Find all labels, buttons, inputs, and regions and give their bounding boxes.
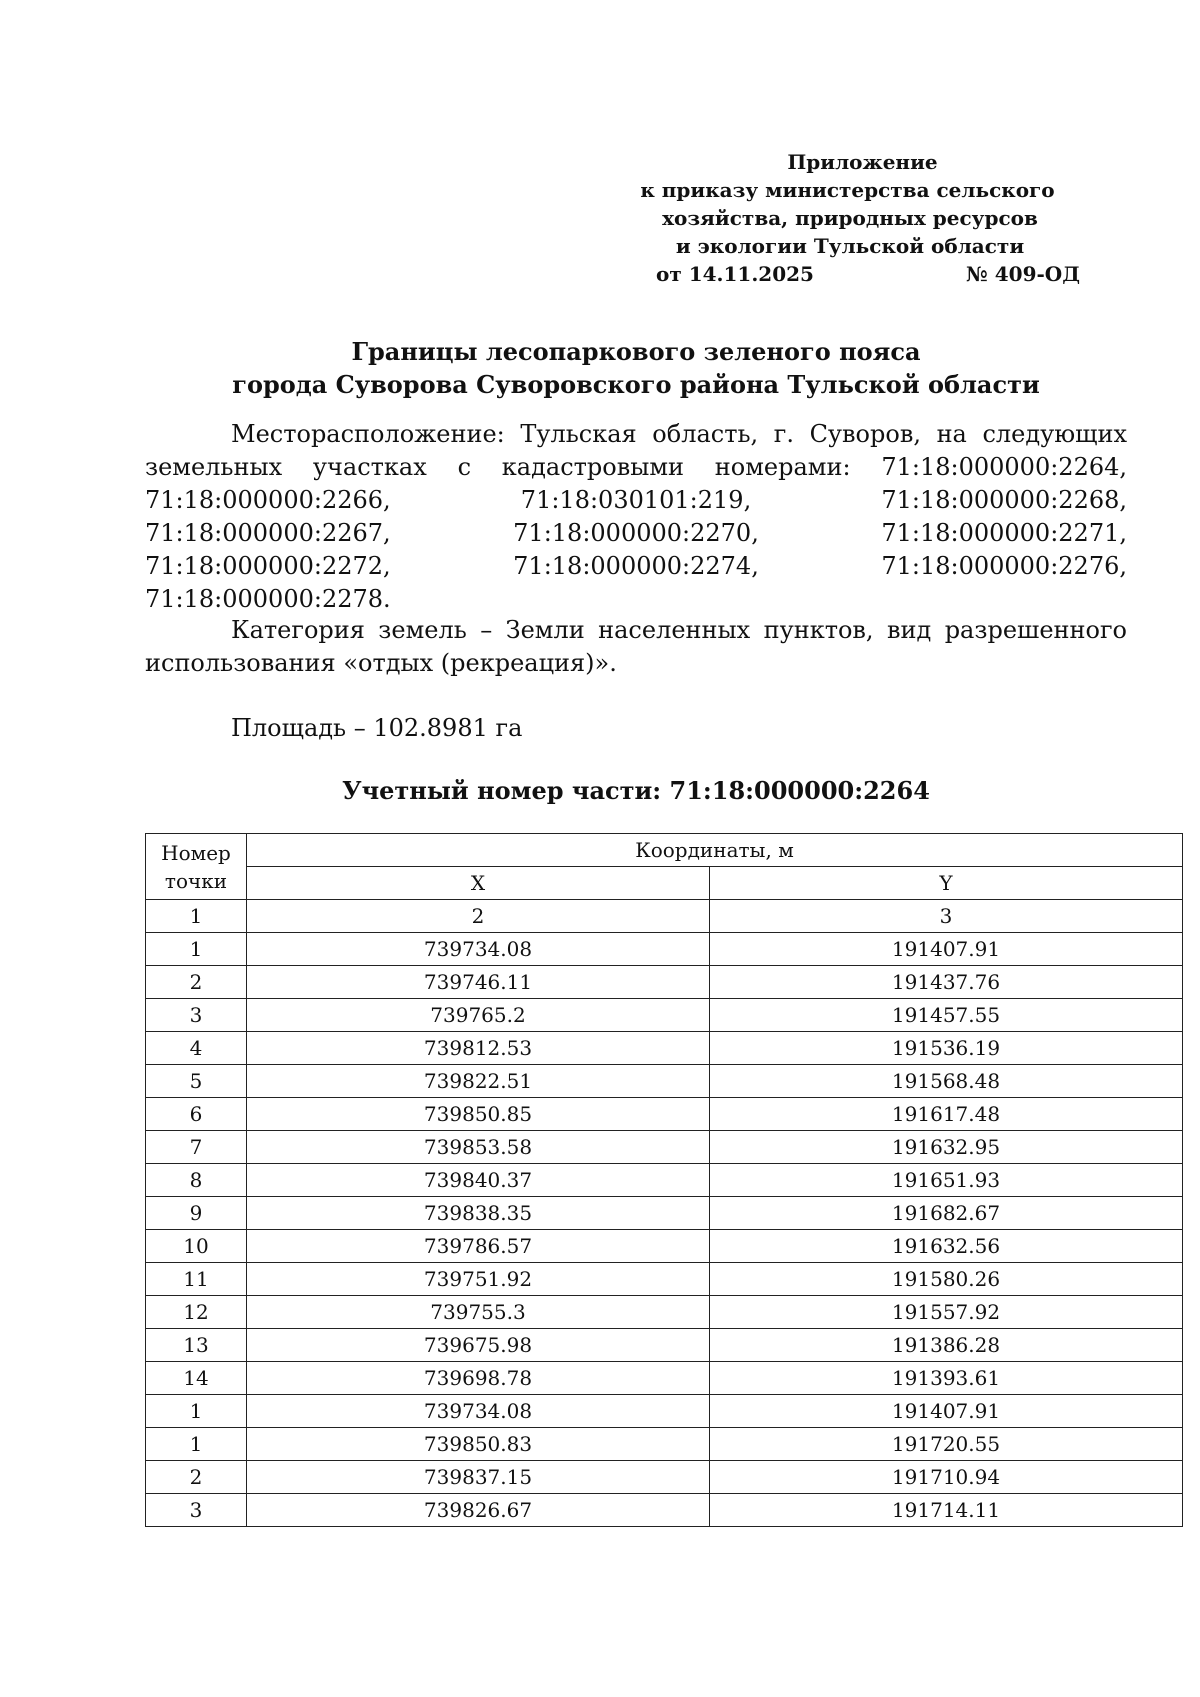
table-row: [146, 933, 1183, 966]
x-coordinate-cell: 739786.57: [247, 1230, 710, 1263]
y-coordinate-cell: 191580.26: [710, 1263, 1183, 1296]
x-coordinate-cell: 739822.51: [247, 1065, 710, 1098]
section-subtitle: Учетный номер части: 71:18:000000:2264: [342, 776, 930, 805]
point-number-cell: 1: [146, 1395, 247, 1428]
point-number-cell: 3: [146, 999, 247, 1032]
point-number-cell: 2: [146, 1461, 247, 1494]
x-coordinate-cell: 739837.15: [247, 1461, 710, 1494]
point-number-cell: 6: [146, 1098, 247, 1131]
order-number: № 409-ОД: [966, 262, 1080, 286]
point-number-cell: 5: [146, 1065, 247, 1098]
title-line-1: Границы лесопаркового зеленого пояса: [351, 337, 921, 366]
table-row: [146, 1428, 1183, 1461]
x-coordinate-cell: 739734.08: [247, 1395, 710, 1428]
x-coordinate-cell: 739746.11: [247, 966, 710, 999]
header-point-number: Номер точки: [146, 834, 247, 900]
x-coordinate-cell: 739751.92: [247, 1263, 710, 1296]
x-coordinate-cell: 739826.67: [247, 1494, 710, 1527]
index-cell: 2: [247, 900, 710, 933]
table-row: [146, 1065, 1183, 1098]
x-coordinate-cell: 739812.53: [247, 1032, 710, 1065]
point-number-cell: 4: [146, 1032, 247, 1065]
x-coordinate-cell: 739853.58: [247, 1131, 710, 1164]
point-number-cell: 11: [146, 1263, 247, 1296]
point-number-cell: 10: [146, 1230, 247, 1263]
header-y: Y: [710, 867, 1183, 900]
y-coordinate-cell: 191393.61: [710, 1362, 1183, 1395]
header-coordinates: Координаты, м: [247, 834, 1183, 867]
table-row: [146, 1329, 1183, 1362]
point-number-cell: 8: [146, 1164, 247, 1197]
table-row: [146, 1395, 1183, 1428]
y-coordinate-cell: 191682.67: [710, 1197, 1183, 1230]
index-cell: 1: [146, 900, 247, 933]
x-coordinate-cell: 739698.78: [247, 1362, 710, 1395]
y-coordinate-cell: 191437.76: [710, 966, 1183, 999]
table-row: [146, 1131, 1183, 1164]
appendix-date-row: [656, 260, 1080, 288]
x-coordinate-cell: 739734.08: [247, 933, 710, 966]
title-line-2: города Суворова Суворовского района Тульской области: [232, 370, 1040, 399]
table-row: [146, 1461, 1183, 1494]
location-paragraph: Месторасположение: Тульская область, г. Суворов, на следующих земельных участках с кадастровыми номерами: 71:18:000000:2264, 71:18:000000:2266, 71:18:030101:219, 71:18:000000:2268, 71:18:000000:2267, 71:18:000000:2270, 71:18:000000:2271, 71:18:000000:2272, 71:18:000000:2274, 71:18:000000:2276, 71:18:000000:2278.: [145, 420, 1127, 613]
y-coordinate-cell: 191386.28: [710, 1329, 1183, 1362]
x-coordinate-cell: 739850.83: [247, 1428, 710, 1461]
appendix-header: [640, 148, 1080, 288]
header-x: X: [247, 867, 710, 900]
point-number-cell: 1: [146, 933, 247, 966]
table-row: [146, 1230, 1183, 1263]
y-coordinate-cell: 191536.19: [710, 1032, 1183, 1065]
index-cell: 3: [710, 900, 1183, 933]
appendix-label: Приложение: [787, 150, 938, 174]
document-title: [145, 335, 1127, 401]
y-coordinate-cell: 191557.92: [710, 1296, 1183, 1329]
table-row: [146, 1098, 1183, 1131]
appendix-region: и экологии Тульской области: [675, 234, 1025, 258]
point-number-cell: 1: [146, 1428, 247, 1461]
y-coordinate-cell: 191407.91: [710, 933, 1183, 966]
point-number-cell: 14: [146, 1362, 247, 1395]
appendix-order-ref: к приказу министерства сельского: [640, 178, 1055, 202]
point-number-cell: 13: [146, 1329, 247, 1362]
x-coordinate-cell: 739850.85: [247, 1098, 710, 1131]
table-row: [146, 1296, 1183, 1329]
table-row: [146, 966, 1183, 999]
x-coordinate-cell: 739675.98: [247, 1329, 710, 1362]
table-row: [146, 1032, 1183, 1065]
point-number-cell: 3: [146, 1494, 247, 1527]
table-index-row: [146, 900, 1183, 933]
point-number-cell: 2: [146, 966, 247, 999]
appendix-ministry: хозяйства, природных ресурсов: [662, 206, 1038, 230]
x-coordinate-cell: 739755.3: [247, 1296, 710, 1329]
coordinates-table: [145, 833, 1183, 1527]
table-row: [146, 1494, 1183, 1527]
y-coordinate-cell: 191632.95: [710, 1131, 1183, 1164]
y-coordinate-cell: 191407.91: [710, 1395, 1183, 1428]
y-coordinate-cell: 191651.93: [710, 1164, 1183, 1197]
order-date: от 14.11.2025: [656, 262, 814, 286]
table-row: [146, 999, 1183, 1032]
table-row: [146, 1362, 1183, 1395]
point-number-cell: 7: [146, 1131, 247, 1164]
table-header-row: [146, 834, 1183, 867]
y-coordinate-cell: 191720.55: [710, 1428, 1183, 1461]
y-coordinate-cell: 191710.94: [710, 1461, 1183, 1494]
point-number-cell: 12: [146, 1296, 247, 1329]
table-row: [146, 1263, 1183, 1296]
table-row: [146, 1164, 1183, 1197]
y-coordinate-cell: 191714.11: [710, 1494, 1183, 1527]
table-row: [146, 1197, 1183, 1230]
x-coordinate-cell: 739838.35: [247, 1197, 710, 1230]
y-coordinate-cell: 191632.56: [710, 1230, 1183, 1263]
category-paragraph: Категория земель – Земли населенных пунктов, вид разрешенного использования «отдых (рекреация)».: [145, 616, 1127, 677]
area-paragraph: Площадь – 102.8981 га: [231, 714, 523, 742]
table-header-row: [146, 867, 1183, 900]
y-coordinate-cell: 191457.55: [710, 999, 1183, 1032]
x-coordinate-cell: 739840.37: [247, 1164, 710, 1197]
y-coordinate-cell: 191617.48: [710, 1098, 1183, 1131]
point-number-cell: 9: [146, 1197, 247, 1230]
x-coordinate-cell: 739765.2: [247, 999, 710, 1032]
y-coordinate-cell: 191568.48: [710, 1065, 1183, 1098]
